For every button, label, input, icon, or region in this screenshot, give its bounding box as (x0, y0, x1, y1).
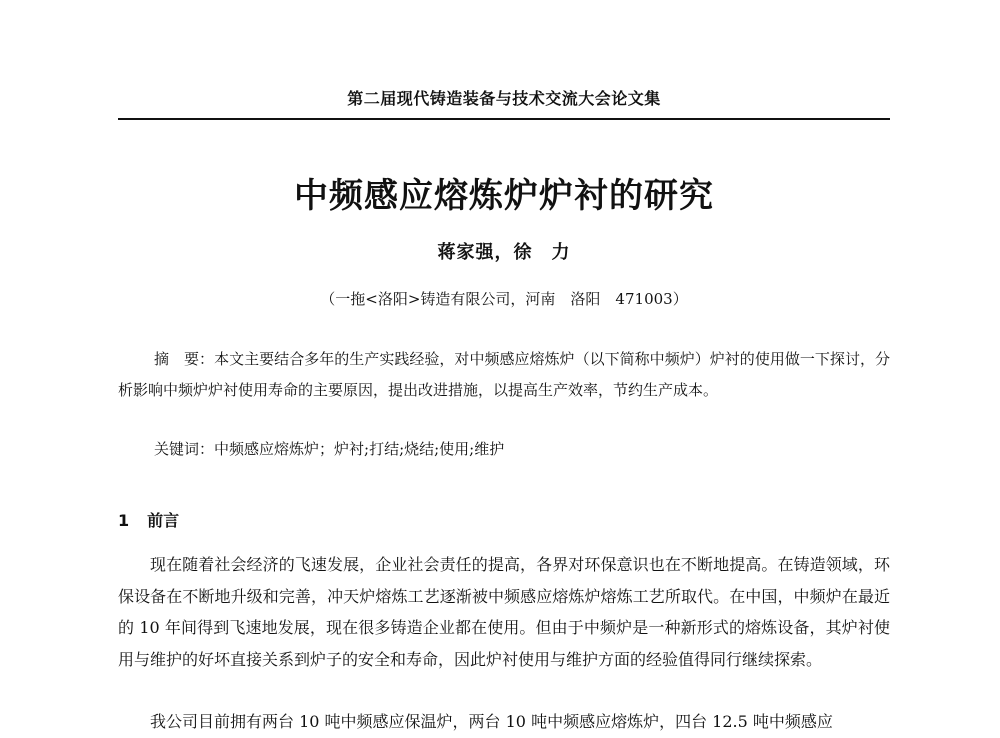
section-number: 1 (118, 511, 130, 530)
abstract-label: 摘 要： (154, 350, 215, 368)
paper-authors: 蒋家强，徐 力 (437, 242, 571, 263)
running-header: 第二届现代铸造装备与技术交流大会论文集 (347, 89, 661, 108)
section-title: 前言 (147, 511, 180, 530)
keywords-text: 中频感应熔炼炉；炉衬;打结;烧结;使用;维护 (214, 440, 505, 458)
paper-affiliation: （一拖<洛阳>铸造有限公司，河南 洛阳 471003） (320, 290, 688, 308)
abstract (118, 344, 890, 406)
keywords-label: 关键词： (154, 440, 215, 458)
section-heading (118, 508, 179, 531)
abstract-text: 本文主要结合多年的生产实践经验，对中频感应熔炼炉（以下简称中频炉）炉衬的使用做一下探讨，分析影响中频炉炉衬使用寿命的主要原因，提出改进措施，以提高生产效率，节约生产成本。 (118, 350, 890, 399)
keywords (154, 434, 890, 465)
body-paragraph: 我公司目前拥有两台 10 吨中频感应保温炉，两台 10 吨中频感应熔炼炉，四台 12.5 吨中频感应 (150, 712, 833, 731)
body-paragraph: 现在随着社会经济的飞速发展，企业社会责任的提高，各界对环保意识也在不断地提高。在铸造领域，环保设备在不断地升级和完善，冲天炉熔炼工艺逐渐被中频感应熔炼炉熔炼工艺所取代。在中国，中频炉在最近的 10 年间得到飞速地发展，现在很多铸造企业都在使用。但由于中频炉是一种新形式的熔炼设备，其炉衬使用与维护的好坏直接关系到炉子的安全和寿命，因此炉衬使用与维护方面的经验值得同行继续探索。 (118, 555, 890, 669)
paper-title: 中频感应熔炼炉炉衬的研究 (294, 176, 714, 216)
header-rule (118, 118, 890, 120)
